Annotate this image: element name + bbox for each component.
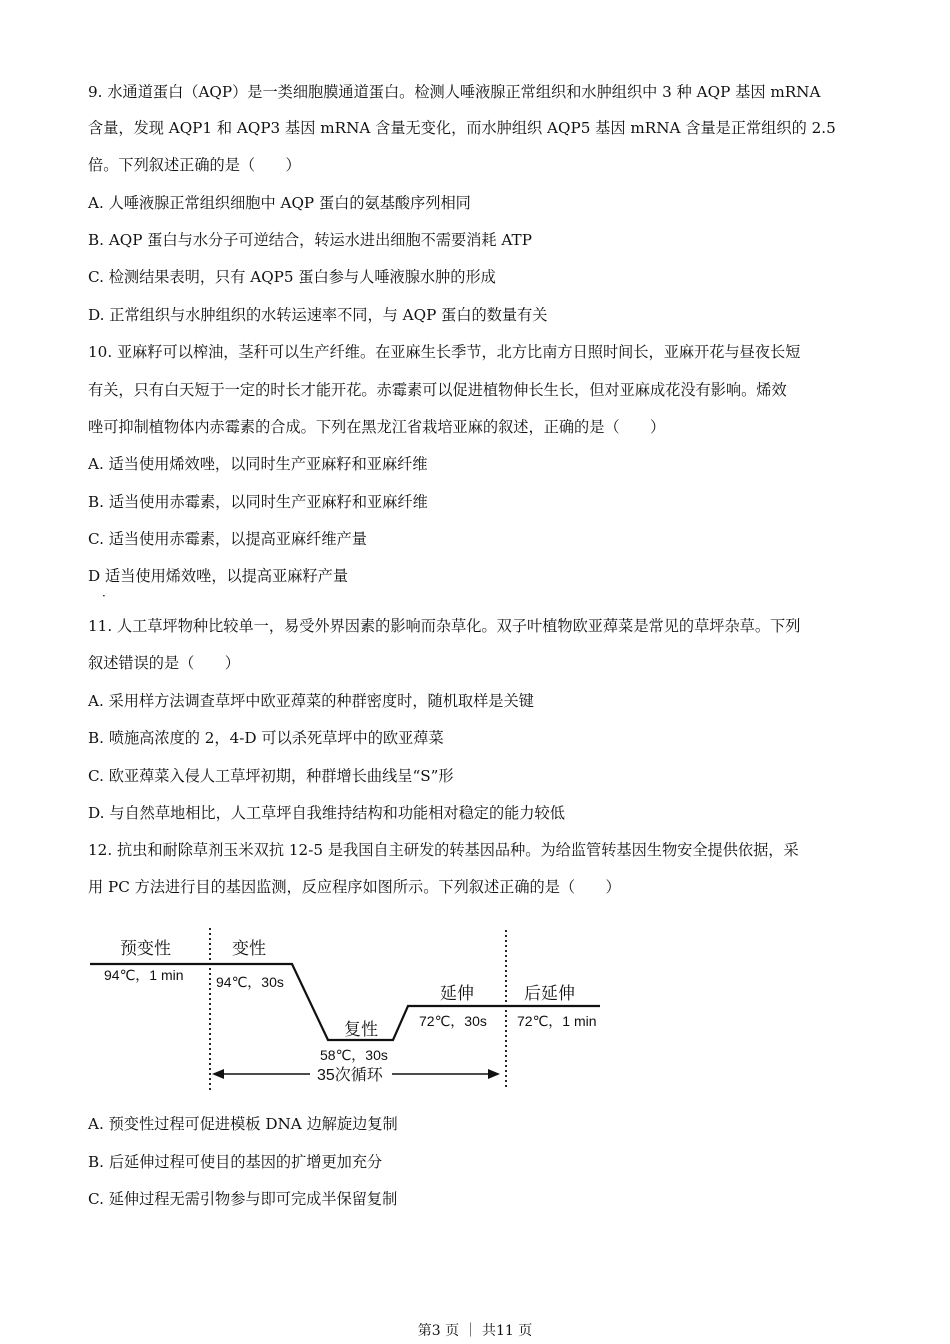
label-anneal-condition: 58℃，30s [320,1047,388,1063]
q9-option-d: D. 正常组织与水肿组织的水转运速率不同，与 AQP 蛋白的数量有关 [88,306,548,324]
q9-stem-line-2: 含量，发现 AQP1 和 AQP3 基因 mRNA 含量无变化，而水肿组织 AQP5 基因 mRNA 含量是正常组织的 2.5 [88,119,836,137]
q9-option-a: A. 人唾液腺正常组织细胞中 AQP 蛋白的氨基酸序列相同 [88,194,471,212]
q10-option-c: C. 适当使用赤霉素，以提高亚麻纤维产量 [88,530,367,548]
label-predenature: 预变性 [120,939,171,958]
label-denature: 变性 [232,939,266,958]
q11-option-c: C. 欧亚蔊菜入侵人工草坪初期，种群增长曲线呈“S”形 [88,767,454,785]
label-final-extend: 后延伸 [524,984,575,1003]
q10-option-a: A. 适当使用烯效唑，以同时生产亚麻籽和亚麻纤维 [88,455,428,473]
pcr-program-diagram [88,924,618,1096]
label-extend: 延伸 [440,984,474,1003]
q11-option-d: D. 与自然草地相比，人工草坪自我维持结构和功能相对稳定的能力较低 [88,804,565,822]
label-extend-condition: 72℃，30s [419,1013,487,1029]
q10-option-b: B. 适当使用赤霉素，以同时生产亚麻籽和亚麻纤维 [88,493,428,511]
q11-stem-line-2: 叙述错误的是（ ） [88,654,240,672]
q12-option-a: A. 预变性过程可促进模板 DNA 边解旋边复制 [88,1115,398,1133]
q9-stem-line-1: 9. 水通道蛋白（AQP）是一类细胞膜通道蛋白。检测人唾液腺正常组织和水肿组织中 3 种 AQP 基因 mRNA [88,83,821,101]
q10-stem-line-2: 有关，只有白天短于一定的时长才能开花。赤霉素可以促进植物伸长生长，但对亚麻成花没有影响。烯效 [88,381,787,399]
label-anneal: 复性 [344,1020,378,1039]
q11-option-a: A. 采用样方法调查草坪中欧亚蔊菜的种群密度时，随机取样是关键 [88,692,534,710]
q12-stem-line-1: 12. 抗虫和耐除草剂玉米双抗 12-5 是我国自主研发的转基因品种。为给监管转基因生物安全提供依据，采 [88,841,799,859]
q12-stem-line-2: 用 PC 方法进行目的基因监测，反应程序如图所示。下列叙述正确的是（ ） [88,878,621,896]
q9-option-b: B. AQP 蛋白与水分子可逆结合，转运水进出细胞不需要消耗 ATP [88,231,532,249]
label-predenature-condition: 94℃，1 min [104,967,184,983]
q11-stem-line-1: 11. 人工草坪物种比较单一，易受外界因素的影响而杂草化。双子叶植物欧亚蔊菜是常见的草坪杂草。下列 [88,617,801,635]
q11-option-b: B. 喷施高浓度的 2，4-D 可以杀死草坪中的欧亚蔊菜 [88,729,444,747]
label-final-extend-condition: 72℃，1 min [517,1013,597,1029]
q9-option-c: C. 检测结果表明，只有 AQP5 蛋白参与人唾液腺水肿的形成 [88,268,496,286]
page-footer: 第3 页 ｜ 共11 页 [417,1323,533,1339]
stray-dot-mark: · [102,589,106,603]
cycles-arrowhead-left [212,1069,224,1079]
q10-stem-line-1: 10. 亚麻籽可以榨油，茎秆可以生产纤维。在亚麻生长季节，北方比南方日照时间长，亚麻开花与昼夜长短 [88,343,801,361]
q12-option-c: C. 延伸过程无需引物参与即可完成半保留复制 [88,1190,398,1208]
label-cycles: 35次循环 [317,1067,383,1084]
q10-option-d: D 适当使用烯效唑，以提高亚麻籽产量 [88,567,349,585]
q12-option-b: B. 后延伸过程可使目的基因的扩增更加充分 [88,1153,383,1171]
label-denature-condition: 94℃，30s [216,974,284,990]
q9-stem-line-3: 倍。下列叙述正确的是（ ） [88,156,301,174]
q10-stem-line-3: 唑可抑制植物体内赤霉素的合成。下列在黑龙江省栽培亚麻的叙述，正确的是（ ） [88,418,666,436]
cycles-arrowhead-right [488,1069,500,1079]
